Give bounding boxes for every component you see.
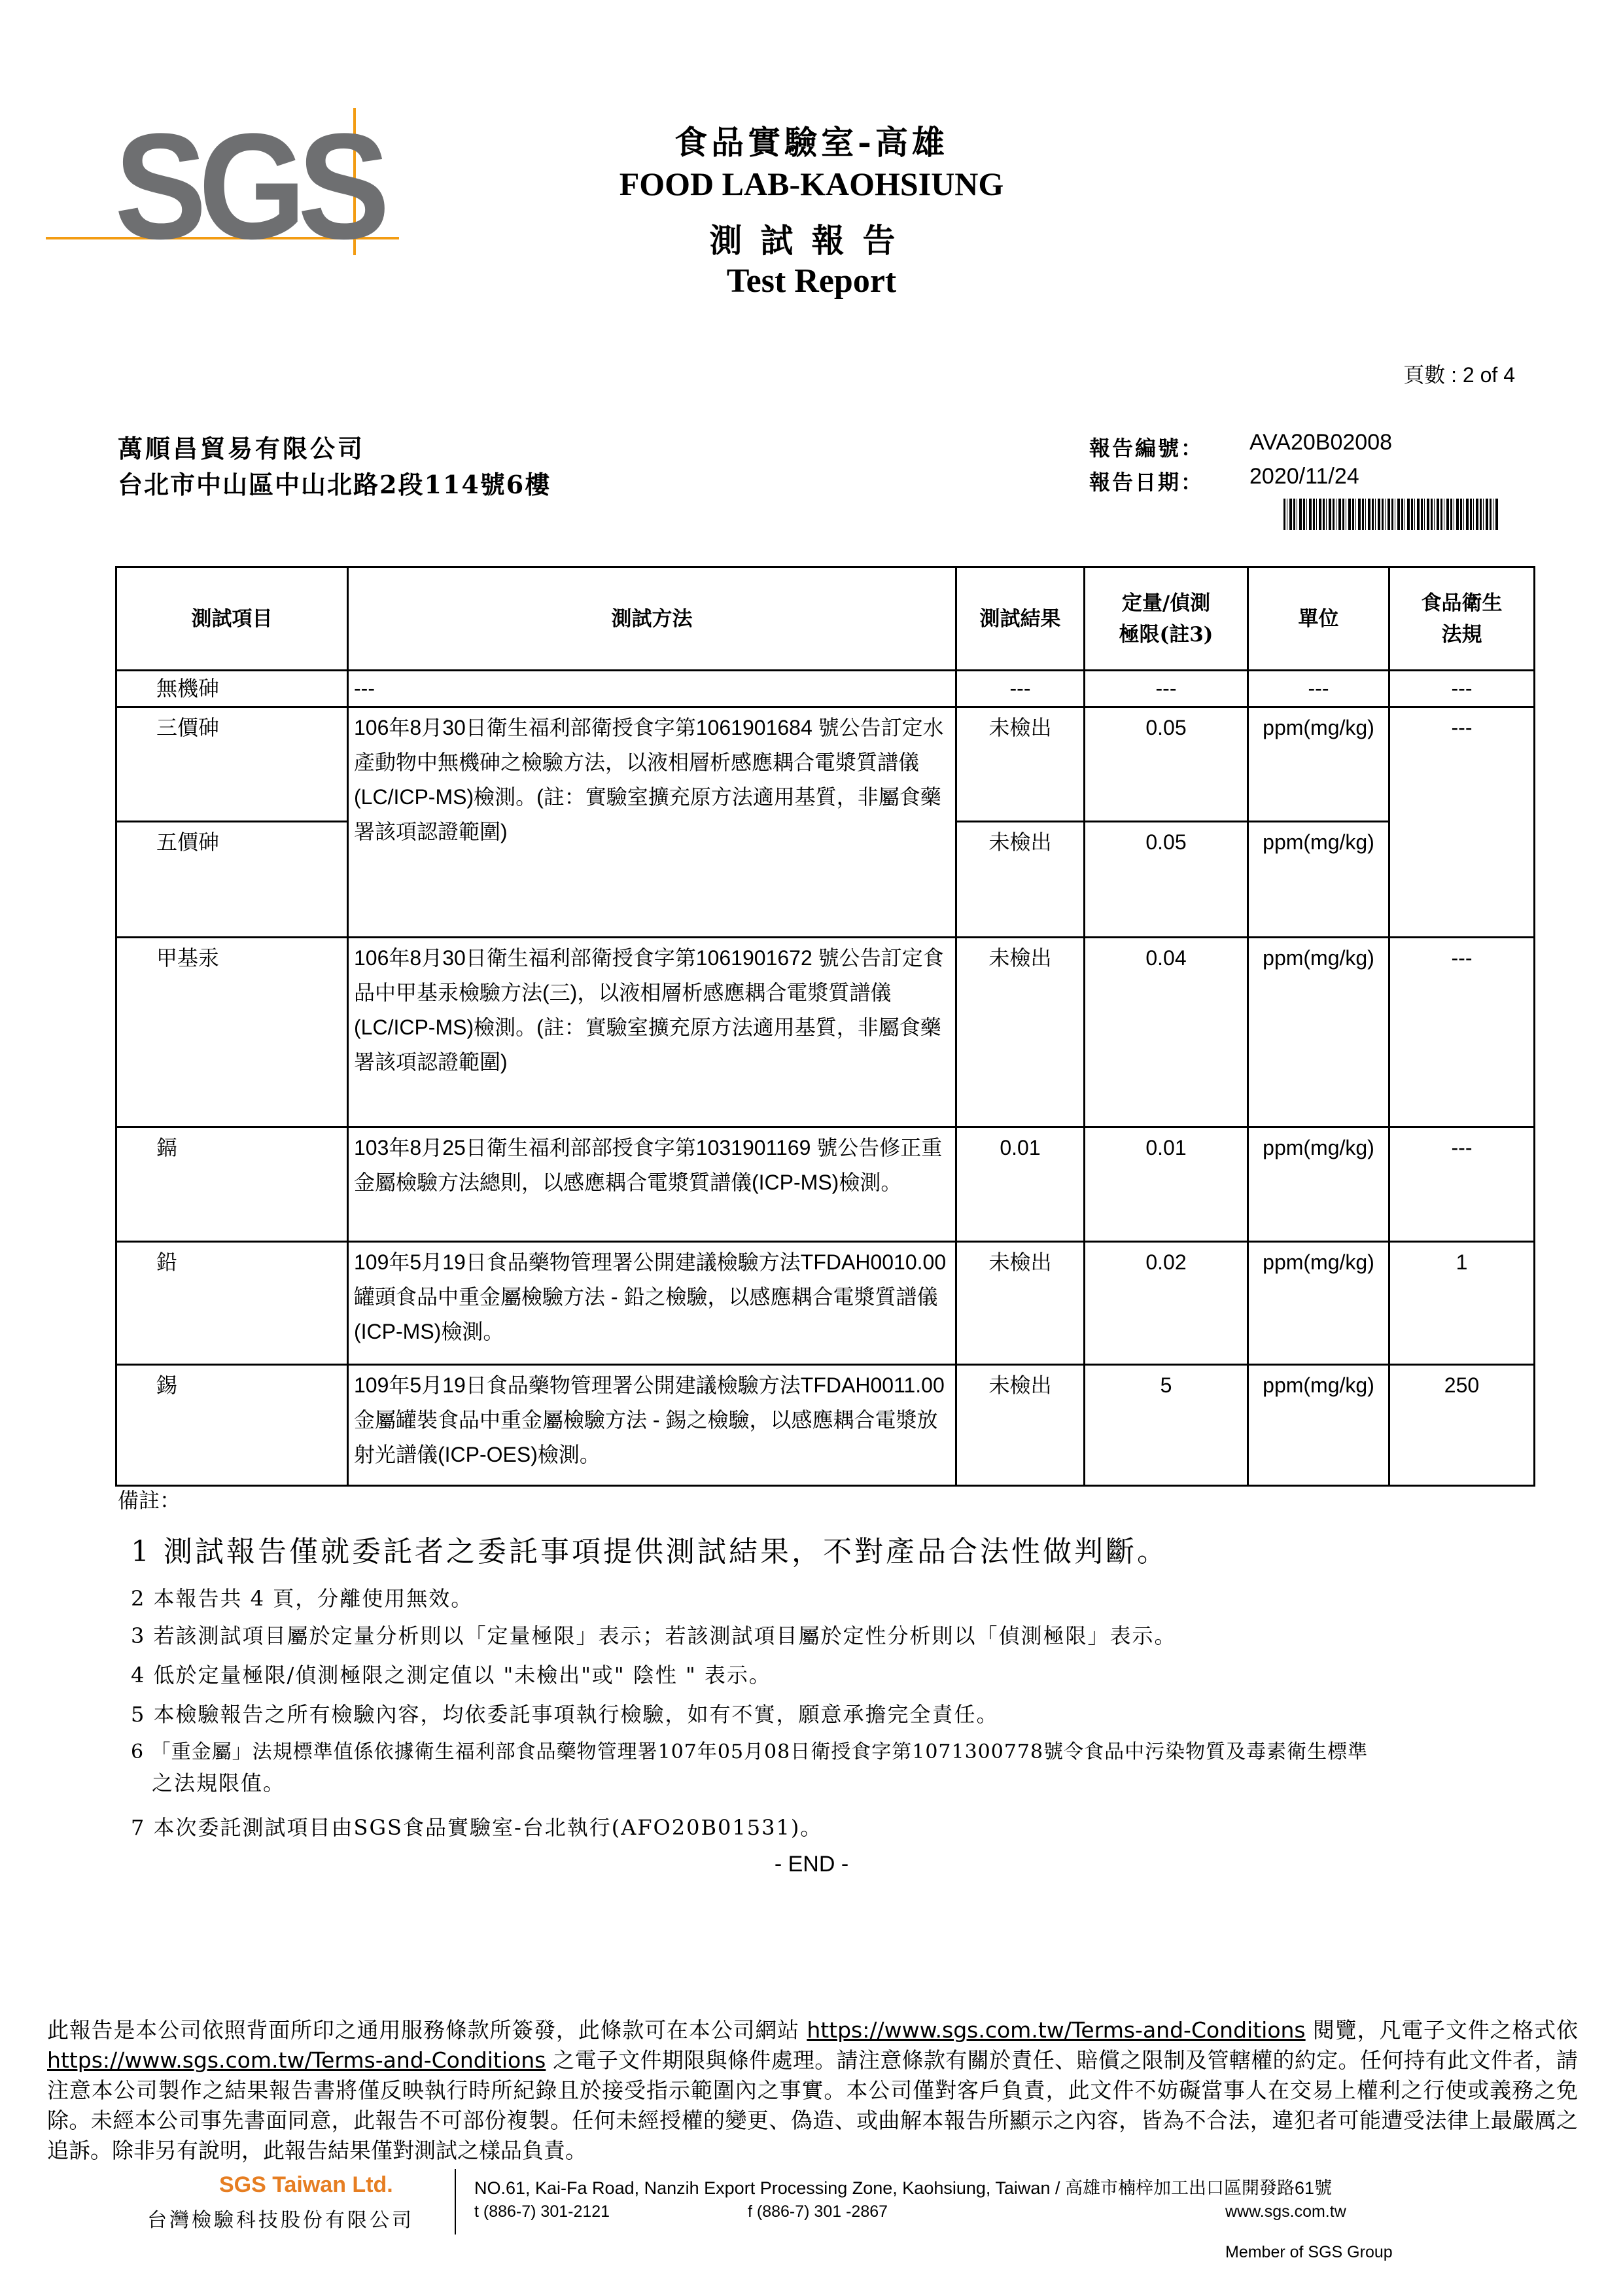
cell-regulation: ---	[1389, 671, 1535, 707]
cell-unit: ppm(mg/kg)	[1248, 1242, 1389, 1365]
footer-website[interactable]: www.sgs.com.tw	[1225, 2202, 1346, 2221]
lab-name-en: FOOD LAB-KAOHSIUNG	[619, 166, 1004, 202]
remark-note: 2 本報告共 4 頁，分離使用無效。	[131, 1586, 474, 1611]
cell-item: 無機砷	[116, 671, 348, 707]
report-number-label: 報告編號：	[1089, 436, 1204, 461]
cell-method: ---	[348, 671, 956, 707]
cell-item: 鉛	[116, 1242, 348, 1365]
results-table	[115, 566, 1535, 1487]
cell-method: 103年8月25日衛生福利部部授食字第1031901169 號公告修正重金屬檢驗方法總則，以感應耦合電漿質譜儀(ICP-MS)檢測。	[348, 1127, 956, 1242]
table-row	[116, 1365, 1535, 1486]
cell-limit: 0.05	[1085, 822, 1248, 938]
cell-regulation: 250	[1389, 1365, 1535, 1486]
header-test-method: 測試方法	[348, 567, 956, 671]
footer-phone: t (886-7) 301-2121	[474, 2202, 610, 2221]
header-regulation	[1389, 567, 1535, 671]
terms-link[interactable]: https://www.sgs.com.tw/Terms-and-Conditions	[47, 2047, 546, 2073]
cell-limit: 0.01	[1085, 1127, 1248, 1242]
header-result: 測試結果	[956, 567, 1085, 671]
report-date-label: 報告日期：	[1089, 470, 1204, 495]
footer-divider	[455, 2169, 456, 2234]
footer-member: Member of SGS Group	[1225, 2243, 1393, 2261]
cell-item: 三價砷	[116, 707, 348, 822]
cell-item: 錫	[116, 1365, 348, 1486]
client-name: 萬順昌貿易有限公司	[118, 434, 366, 463]
remark-note: 3 若該測試項目屬於定量分析則以「定量極限」表示；若該測試項目屬於定性分析則以「偵測極限」表示。	[131, 1623, 1177, 1648]
remark-note: 7 本次委託測試項目由SGS食品實驗室-台北執行(AFO20B01531)。	[131, 1815, 823, 1840]
disclaimer-part: 閱覽，凡電子文件之格式依	[1305, 2017, 1578, 2043]
table-row	[116, 938, 1535, 1127]
cell-result: 0.01	[956, 1127, 1085, 1242]
cell-method: 106年8月30日衛生福利部衛授食字第1061901672 號公告訂定食品中甲基汞檢驗方法(三)，以液相層析感應耦合電漿質譜儀(LC/ICP-MS)檢測。(註：實驗室擴充原方法適用基質，非屬食藥署該項認證範圍)	[348, 938, 956, 1127]
cell-regulation: 1	[1389, 1242, 1535, 1365]
footer-company-zh: 台灣檢驗科技股份有限公司	[147, 2209, 414, 2232]
table-row	[116, 707, 1535, 822]
cell-result: 未檢出	[956, 1365, 1085, 1486]
cell-result: 未檢出	[956, 707, 1085, 822]
footer-company-en: SGS Taiwan Ltd.	[219, 2172, 393, 2197]
header-unit: 單位	[1248, 567, 1389, 671]
cell-limit: 5	[1085, 1365, 1248, 1486]
cell-limit: 0.04	[1085, 938, 1248, 1127]
remarks-label: 備註：	[118, 1488, 181, 1513]
report-title-zh: 測試報告	[709, 221, 914, 260]
cell-result: ---	[956, 671, 1085, 707]
report-date-value: 2020/11/24	[1249, 464, 1359, 489]
cell-regulation: ---	[1389, 1127, 1535, 1242]
cell-method: 106年8月30日衛生福利部衛授食字第1061901684 號公告訂定水產動物中無機砷之檢驗方法，以液相層析感應耦合電漿質譜儀(LC/ICP-MS)檢測。(註：實驗室擴充原方法適用基質，非屬食藥署該項認證範圍)	[348, 707, 956, 938]
report-number-value: AVA20B02008	[1249, 430, 1393, 455]
remark-note: 5 本檢驗報告之所有檢驗內容，均依委託事項執行檢驗，如有不實，願意承擔完全責任。	[131, 1702, 999, 1727]
sgs-logo-text: SGS	[114, 102, 382, 270]
footer-fax: f (886-7) 301 -2867	[748, 2202, 888, 2221]
table-header-row	[116, 567, 1535, 671]
header-regulation-text: 食品衛生法規	[1421, 591, 1503, 646]
end-mark: - END -	[774, 1852, 849, 1877]
table-row	[116, 1242, 1535, 1365]
disclaimer-part: 此報告是本公司依照背面所印之通用服務條款所簽發，此條款可在本公司網站	[47, 2017, 807, 2043]
remark-note: 4 低於定量極限/偵測極限之測定值以 "未檢出"或" 陰性 " 表示。	[131, 1663, 771, 1687]
footer-address: NO.61, Kai-Fa Road, Nanzih Export Processing Zone, Kaohsiung, Taiwan / 高雄市楠梓加工出口區開發路61號	[474, 2178, 1333, 2198]
cell-item: 甲基汞	[116, 938, 348, 1127]
cell-unit: ppm(mg/kg)	[1248, 1127, 1389, 1242]
cell-method: 109年5月19日食品藥物管理署公開建議檢驗方法TFDAH0010.00 罐頭食品中重金屬檢驗方法 - 鉛之檢驗，以感應耦合電漿質譜儀(ICP-MS)檢測。	[348, 1242, 956, 1365]
barcode	[1283, 499, 1499, 530]
cell-method: 109年5月19日食品藥物管理署公開建議檢驗方法TFDAH0011.00 金屬罐裝食品中重金屬檢驗方法 - 錫之檢驗，以感應耦合電漿放射光譜儀(ICP-OES)檢測。	[348, 1365, 956, 1486]
cell-unit: ppm(mg/kg)	[1248, 822, 1389, 938]
page-count: 頁數 : 2 of 4	[1403, 363, 1515, 387]
cell-regulation: ---	[1389, 938, 1535, 1127]
header-limit-text: 定量/偵測極限(註3)	[1119, 591, 1213, 646]
remark-note: 6 「重金屬」法規標準值係依據衛生福利部食品藥物管理署107年05月08日衛授食字第1071300778號令食品中污染物質及毒素衛生標準	[131, 1740, 1369, 1763]
cell-result: 未檢出	[956, 822, 1085, 938]
remark-note: 1 測試報告僅就委託者之委託事項提供測試結果，不對產品合法性做判斷。	[131, 1535, 1168, 1568]
client-address: 台北市中山區中山北路2段114號6樓	[118, 470, 551, 499]
header-test-item: 測試項目	[116, 567, 348, 671]
table-row	[116, 671, 1535, 707]
cell-unit: ppm(mg/kg)	[1248, 707, 1389, 822]
cell-result: 未檢出	[956, 1242, 1085, 1365]
lab-name-zh: 食品實驗室-高雄	[674, 123, 949, 162]
cell-limit: 0.05	[1085, 707, 1248, 822]
cell-regulation: ---	[1389, 707, 1535, 938]
report-title-en: Test Report	[726, 262, 897, 300]
cell-unit: ppm(mg/kg)	[1248, 938, 1389, 1127]
cell-result: 未檢出	[956, 938, 1085, 1127]
cell-limit: 0.02	[1085, 1242, 1248, 1365]
disclaimer	[47, 2015, 1578, 2166]
header-limit	[1085, 567, 1248, 671]
table-row	[116, 1127, 1535, 1242]
cell-unit: ---	[1248, 671, 1389, 707]
cell-unit: ppm(mg/kg)	[1248, 1365, 1389, 1486]
cell-limit: ---	[1085, 671, 1248, 707]
cell-item: 五價砷	[116, 822, 348, 938]
terms-link[interactable]: https://www.sgs.com.tw/Terms-and-Conditions	[807, 2017, 1306, 2043]
cell-item: 鎘	[116, 1127, 348, 1242]
remark-note-continued: 之法規限值。	[152, 1771, 286, 1795]
disclaimer-part: 之電子文件期限與條件處理。請注意條款有關於責任、賠償之限制及管轄權的約定。任何持有此文件者，請注意本公司製作之結果報告書將僅反映執行時所紀錄且於接受指示範圍內之事實。本公司僅對客戶負責，此文件不妨礙當事人在交易上權利之行使或義務之免除。未經本公司事先書面同意，此報告不可部份複製。任何未經授權的變更、偽造、或曲解本報告所顯示之內容，皆為不合法，違犯者可能遭受法律上最嚴厲之追訴。除非另有說明，此報告結果僅對測試之樣品負責。	[47, 2047, 1578, 2163]
